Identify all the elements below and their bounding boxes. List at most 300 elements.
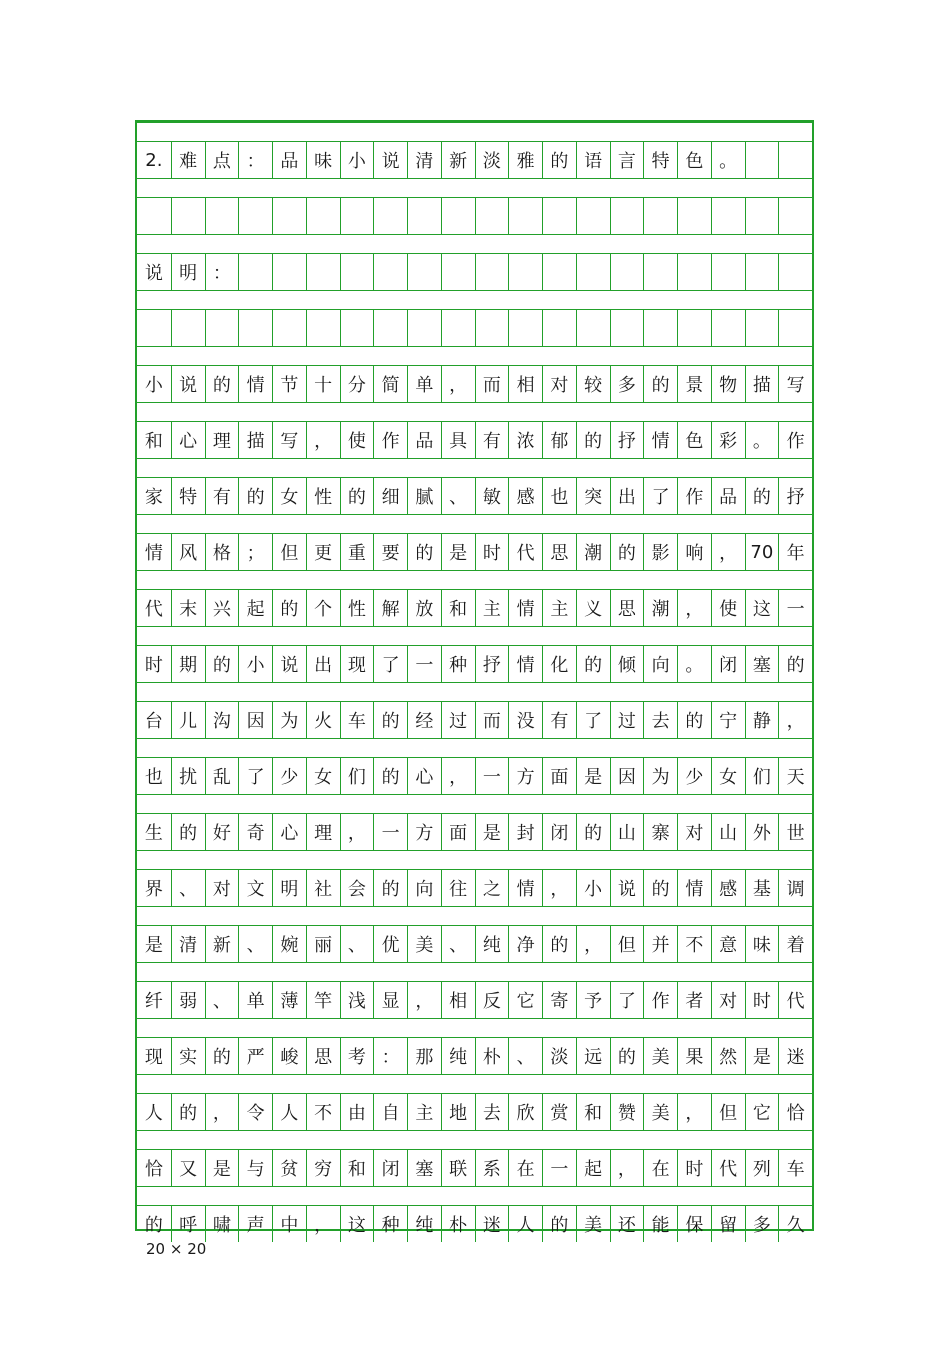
grid-cell: 新 [205,926,239,962]
grid-cell: 小 [340,142,374,178]
grid-cell: 塞 [745,646,779,682]
grid-cell: 赏 [542,1094,576,1130]
grid-cell: 品 [711,478,745,514]
grid-cell: 潮 [576,534,610,570]
grid-spacer [137,738,812,758]
grid-cell: 使 [711,590,745,626]
grid-cell: 相 [508,366,542,402]
grid-cell [171,198,205,234]
grid-cell: 是 [475,814,509,850]
grid-cell: 面 [542,758,576,794]
grid-spacer [137,514,812,534]
grid-cell: 那 [407,1038,441,1074]
grid-cell: 会 [340,870,374,906]
grid-row [137,982,812,1018]
grid-cell: 呼 [171,1206,205,1242]
grid-cell: 闭 [373,1150,407,1186]
grid-cell [340,310,374,346]
grid-cell: 和 [441,590,475,626]
grid-cell: 联 [441,1150,475,1186]
grid-cell: ， [778,702,812,738]
grid-cell: ， [205,1094,239,1130]
grid-cell: 清 [171,926,205,962]
grid-cell: 出 [306,646,340,682]
grid-row [137,1094,812,1130]
grid-cell: 和 [144,431,163,452]
grid-cell: 时 [475,534,509,570]
grid-cell [441,198,475,234]
grid-cell: 然 [711,1038,745,1074]
grid-cell [441,254,475,290]
grid-cell: 们 [745,758,779,794]
grid-cell: ， [677,1094,711,1130]
grid-cell: 由 [340,1094,374,1130]
grid-cell [542,198,576,234]
grid-cell [508,310,542,346]
grid-cell: 为 [643,758,677,794]
grid-cell: 意 [711,926,745,962]
grid-cell: 对 [677,814,711,850]
grid-cell [778,142,812,178]
grid-cell: ， [711,534,745,570]
grid-cell: 抒 [610,422,644,458]
grid-cell: 是 [205,1150,239,1186]
grid-cell: 特 [643,142,677,178]
grid-cell: 着 [778,926,812,962]
grid-cell [778,254,812,290]
grid-cell: 恰 [778,1094,812,1130]
grid-cell: 美 [643,1038,677,1074]
grid-cell [373,254,407,290]
grid-cell: 的 [205,1038,239,1074]
grid-cell: 予 [576,982,610,1018]
grid-cell: 的 [542,1206,576,1242]
grid-cell: 天 [778,758,812,794]
grid-cell: 性 [306,478,340,514]
grid-cell: 过 [441,702,475,738]
grid-cell: 留 [711,1206,745,1242]
grid-cell: 思 [306,1038,340,1074]
grid-cell: 简 [373,366,407,402]
grid-cell: 过 [610,702,644,738]
grid-cell: 方 [508,758,542,794]
grid-cell: 好 [205,814,239,850]
grid-cell: 和 [340,1150,374,1186]
grid-cell: 义 [576,590,610,626]
grid-cell: ， [677,590,711,626]
grid-cell: 抒 [778,478,812,514]
grid-cell [610,254,644,290]
grid-cell: 的 [171,814,205,850]
grid-cell: 情 [643,422,677,458]
grid-cell [677,310,711,346]
grid-row [137,198,812,234]
grid-cell: ， [306,422,340,458]
grid-cell: 味 [306,142,340,178]
grid-cell: 风 [171,534,205,570]
grid-cell [643,254,677,290]
grid-cell [711,254,745,290]
grid-cell: 兴 [205,590,239,626]
grid-cell: 也 [144,767,163,788]
grid-cell: 。 [677,646,711,682]
grid-spacer [137,570,812,590]
grid-cell: 品 [407,422,441,458]
grid-cell: 期 [171,646,205,682]
grid-spacer [137,962,812,982]
grid-cell: ： [373,1038,407,1074]
grid-cell: 说 [610,870,644,906]
grid-cell: 说 [144,263,163,284]
grid-cell [137,310,171,346]
grid-cell: 女 [711,758,745,794]
grid-cell: 的 [576,814,610,850]
grid-cell: 细 [373,478,407,514]
grid-cell: 面 [441,814,475,850]
grid-cell: 代 [778,982,812,1018]
grid-cell [373,310,407,346]
grid-cell: 、 [171,870,205,906]
grid-cell: 它 [745,1094,779,1130]
grid-cell: 时 [745,982,779,1018]
grid-cell: 啸 [205,1206,239,1242]
manuscript-grid [135,120,814,1236]
grid-cell: 味 [745,926,779,962]
grid-cell: 实 [171,1038,205,1074]
grid-cell: 考 [340,1038,374,1074]
grid-row [137,870,812,906]
grid-cell: 闭 [542,814,576,850]
grid-cell: 的 [171,1094,205,1130]
grid-cell: 又 [171,1150,205,1186]
grid-cell: 宁 [711,702,745,738]
grid-cell: 寨 [643,814,677,850]
grid-cell [745,310,779,346]
grid-cell: 但 [610,926,644,962]
grid-row [137,814,812,850]
grid-cell: 情 [144,543,163,564]
grid-cell: 明 [272,870,306,906]
grid-cell [610,310,644,346]
grid-cell: 果 [677,1038,711,1074]
grid-cell: 优 [373,926,407,962]
grid-cell: 的 [778,646,812,682]
grid-cell: ： [205,254,239,290]
grid-cell: 远 [576,1038,610,1074]
grid-cell: 竿 [306,982,340,1018]
grid-cell: 基 [745,870,779,906]
grid-spacer [137,682,812,702]
grid-cell: 山 [711,814,745,850]
grid-cell: 敏 [475,478,509,514]
grid-cell: 欣 [508,1094,542,1130]
grid-cell: 朴 [441,1206,475,1242]
grid-cell: 。 [711,142,745,178]
grid-cell: 了 [373,646,407,682]
grid-cell: 人 [272,1094,306,1130]
grid-cell: 的 [144,1215,163,1236]
grid-cell: 要 [373,534,407,570]
grid-cell: 较 [576,366,610,402]
grid-cell: 和 [576,1094,610,1130]
grid-cell: 不 [306,1094,340,1130]
grid-cell: ， [340,814,374,850]
grid-cell: ， [441,758,475,794]
grid-cell: 的 [643,870,677,906]
grid-cell: 的 [542,142,576,178]
grid-row [137,702,812,738]
grid-cell: 的 [576,422,610,458]
grid-cell: 时 [144,655,163,676]
grid-cell: 单 [238,982,272,1018]
grid-cell: 因 [610,758,644,794]
grid-cell: 写 [778,366,812,402]
grid-cell [643,198,677,234]
grid-cell: 能 [643,1206,677,1242]
grid-cell: 色 [677,422,711,458]
grid-cell: 起 [238,590,272,626]
grid-cell: 代 [144,599,163,620]
grid-cell: 去 [643,702,677,738]
grid-cell: 还 [610,1206,644,1242]
grid-cell: 但 [711,1094,745,1130]
grid-cell [340,198,374,234]
grid-cell [745,142,779,178]
grid-cell: 一 [542,1150,576,1186]
grid-spacer [137,1186,812,1206]
grid-cell: 、 [238,926,272,962]
grid-row [137,1206,812,1242]
grid-cell: 赞 [610,1094,644,1130]
grid-cell: ， [542,870,576,906]
grid-cell: 描 [745,366,779,402]
grid-cell: 列 [745,1150,779,1186]
grid-row [137,758,812,794]
grid-cell: 末 [171,590,205,626]
grid-row [137,142,812,178]
grid-cell: 写 [272,422,306,458]
grid-cell: 但 [272,534,306,570]
grid-cell [373,198,407,234]
grid-cell: ， [441,366,475,402]
grid-cell: 语 [576,142,610,178]
grid-cell: 净 [508,926,542,962]
grid-cell: 是 [144,935,163,956]
grid-cell [407,310,441,346]
grid-cell: 种 [441,646,475,682]
grid-cell: 一 [407,646,441,682]
grid-cell: 倾 [610,646,644,682]
grid-cell: 不 [677,926,711,962]
grid-cell: 对 [711,982,745,1018]
grid-cell: 一 [475,758,509,794]
grid-spacer [137,346,812,366]
grid-cell: 抒 [475,646,509,682]
grid-cell: 人 [508,1206,542,1242]
grid-cell [238,198,272,234]
grid-cell [272,254,306,290]
grid-cell [542,310,576,346]
grid-cell: 它 [508,982,542,1018]
grid-size-label: 20 × 20 [146,1240,207,1258]
grid-cell: 的 [610,534,644,570]
grid-cell: 并 [643,926,677,962]
grid-row [137,590,812,626]
grid-cell: 往 [441,870,475,906]
grid-cell: 穷 [306,1150,340,1186]
grid-cell: 景 [677,366,711,402]
grid-spacer [137,402,812,422]
grid-cell: 们 [340,758,374,794]
grid-cell: 雅 [508,142,542,178]
grid-spacer [137,234,812,254]
grid-cell: 中 [272,1206,306,1242]
grid-cell: 化 [542,646,576,682]
grid-cell: 者 [677,982,711,1018]
grid-cell: 了 [643,478,677,514]
grid-cell: 的 [340,478,374,514]
grid-cell: 代 [508,534,542,570]
grid-cell [272,310,306,346]
grid-cell: 在 [508,1150,542,1186]
grid-cell: 心 [171,422,205,458]
grid-cell [711,198,745,234]
grid-spacer [137,1130,812,1150]
grid-cell: 理 [306,814,340,850]
grid-cell: 年 [778,534,812,570]
grid-cell: 主 [407,1094,441,1130]
grid-cell: 反 [475,982,509,1018]
grid-cell: 的 [610,1038,644,1074]
grid-cell: 贫 [272,1150,306,1186]
grid-cell: 一 [778,590,812,626]
grid-cell: 沟 [205,702,239,738]
grid-spacer [137,1074,812,1094]
grid-cell: 有 [542,702,576,738]
grid-cell: 新 [441,142,475,178]
grid-cell: 外 [745,814,779,850]
grid-cell: 描 [238,422,272,458]
grid-cell [576,310,610,346]
grid-cell: 2. [145,149,163,171]
grid-cell: 代 [711,1150,745,1186]
grid-cell: 闭 [711,646,745,682]
grid-cell: 多 [610,366,644,402]
grid-cell: 峻 [272,1038,306,1074]
grid-row [137,310,812,346]
grid-cell: 的 [373,870,407,906]
grid-spacer [137,794,812,814]
grid-cell: 思 [610,590,644,626]
grid-cell: 现 [144,1047,163,1068]
grid-cell: 婉 [272,926,306,962]
grid-cell: 向 [407,870,441,906]
grid-cell: 世 [778,814,812,850]
grid-cell: 界 [144,879,163,900]
grid-cell [778,198,812,234]
grid-cell: 去 [475,1094,509,1130]
grid-cell: 儿 [171,702,205,738]
grid-cell: 时 [677,1150,711,1186]
grid-cell: 浅 [340,982,374,1018]
grid-cell: 了 [238,758,272,794]
grid-cell: 郁 [542,422,576,458]
grid-cell: 与 [238,1150,272,1186]
grid-cell: 作 [373,422,407,458]
grid-cell [238,310,272,346]
grid-cell: 是 [745,1038,779,1074]
grid-cell [576,198,610,234]
grid-cell: 而 [475,366,509,402]
grid-cell: 言 [610,142,644,178]
grid-cell: 少 [272,758,306,794]
grid-cell: 点 [205,142,239,178]
grid-cell: 解 [373,590,407,626]
grid-cell: 说 [171,366,205,402]
grid-cell: 纤 [144,991,163,1012]
grid-cell: 为 [272,702,306,738]
grid-cell [306,198,340,234]
grid-cell [745,254,779,290]
grid-cell: 的 [373,758,407,794]
grid-row [137,646,812,682]
grid-cell [306,310,340,346]
grid-cell: 令 [238,1094,272,1130]
grid-cell [677,198,711,234]
grid-cell: 的 [205,646,239,682]
grid-cell: 的 [643,366,677,402]
grid-cell [205,310,239,346]
grid-cell: 小 [238,646,272,682]
grid-cell: 作 [778,422,812,458]
grid-cell: 、 [441,478,475,514]
grid-cell: 特 [171,478,205,514]
grid-cell: 女 [306,758,340,794]
grid-cell: 节 [272,366,306,402]
grid-cell: 家 [144,487,163,508]
grid-spacer [137,1018,812,1038]
grid-cell [576,254,610,290]
grid-cell: 放 [407,590,441,626]
grid-cell [610,198,644,234]
grid-cell: 一 [373,814,407,850]
grid-cell: 丽 [306,926,340,962]
grid-spacer [137,290,812,310]
grid-cell: 种 [373,1206,407,1242]
grid-cell: 是 [441,534,475,570]
grid-cell: 对 [205,870,239,906]
grid-cell: 性 [340,590,374,626]
grid-cell: 潮 [643,590,677,626]
grid-cell [643,310,677,346]
grid-cell: 情 [238,366,272,402]
grid-cell: 彩 [711,422,745,458]
grid-cell: 系 [475,1150,509,1186]
grid-cell: ， [407,982,441,1018]
grid-cell: 地 [441,1094,475,1130]
grid-cell: 久 [778,1206,812,1242]
grid-cell: 静 [745,702,779,738]
grid-cell: 使 [340,422,374,458]
grid-cell: 心 [407,758,441,794]
grid-cell: 向 [643,646,677,682]
grid-cell [677,254,711,290]
grid-cell: 说 [272,646,306,682]
grid-cell: 扰 [171,758,205,794]
grid-cell: 出 [610,478,644,514]
grid-cell: 封 [508,814,542,850]
grid-cell [171,310,205,346]
